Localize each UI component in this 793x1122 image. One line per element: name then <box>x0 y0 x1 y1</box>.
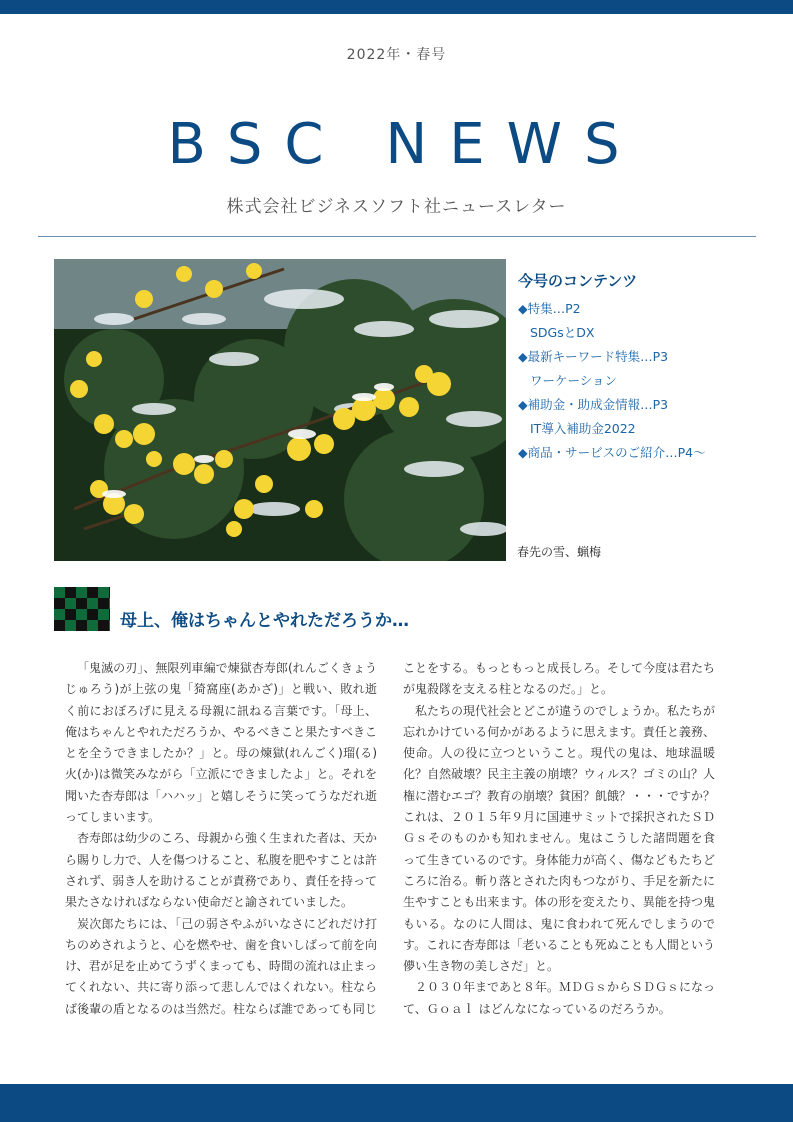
article-column-right <box>403 658 715 1020</box>
toc-title: 今号のコンテンツ <box>518 272 638 290</box>
toc-subitem-subsidy[interactable]: IT導入補助金2022 <box>530 421 636 436</box>
issue-label: 2022年・春号 <box>346 47 447 63</box>
toc-subitem-keyword[interactable]: ワーケーション <box>530 373 618 388</box>
photo-caption: 春先の雪、蝋梅 <box>517 545 602 559</box>
header-divider <box>38 236 756 237</box>
table-of-contents <box>518 270 758 465</box>
toc-item-keyword[interactable]: ◆最新キーワード特集…P3 <box>518 349 669 364</box>
article-paragraph: 私たちの現代社会とどこが違うのでしょうか。私たちが忘れかけている何かがあるように思えます。責任と義務、使命。人の役に立つということ。現代の鬼は、地球温暖化？自然破壊？民主主義の崩壊？ウィルス？ゴミの山？人権に潜むエゴ？教育の崩壊？貧困？飢餓？・・・ですか？これは、２０１５年９月に国連サミットで採択されたＳＤＧｓそのものかも知れません。鬼はこうした諸問題を食って生きているのです。身体能力が高く、傷などもたちどころに治る。斬り落とされた肉もつながり、手足を新たに生やすことも出来ます。体の形を変えたり、異能を持つ鬼もいる。なのに人間は、鬼に食われて死んでしまうのです。これに杏寿郎は「老いることも死ぬことも人間という儚い生き物の美しさだ」と。 <box>403 703 716 974</box>
article-column-left <box>65 658 377 1020</box>
article-headline: 母上、俺はちゃんとやれただろうか… <box>120 611 409 631</box>
article-paragraph-continued: ことをする。もっともっと成長しろ。そして今度は君たちが鬼殺隊を支える柱となるのだ。」と。 <box>403 661 716 697</box>
article-paragraph: ２０３０年まであと８年。ＭＤＧｓからＳＤＧｓになって、Ｇｏａｌ はどんなになっているのだろうか。 <box>403 980 716 1016</box>
top-banner-bar <box>0 0 793 14</box>
newsletter-title: BSC NEWS <box>167 112 642 177</box>
toc-subitem-feature[interactable]: SDGsとDX <box>530 325 595 340</box>
wintersweet-snow-photo <box>54 259 506 561</box>
toc-item-subsidy[interactable]: ◆補助金・助成金情報…P3 <box>518 397 669 412</box>
article-paragraph: 炭次郎たちには、「己の弱さやふがいなさにどれだけ打ちのめされようと、心を燃やせ、歯を食いしばって前を向け、君が足を止めてうずくまっても、時間の流れは止まってくれない、共に寄り添って悲しんではくれない。柱ならば後輩の盾となるのは当然だ。柱ならば誰であっても同じ <box>65 916 378 1016</box>
bottom-banner-bar <box>0 1084 793 1122</box>
newsletter-subtitle: 株式会社ビジネスソフト社ニュースレター <box>226 197 567 217</box>
checkered-pattern-icon <box>54 587 110 631</box>
toc-item-feature[interactable]: ◆特集…P2 <box>518 301 581 316</box>
toc-item-products[interactable]: ◆商品・サービスのご紹介…P4～ <box>518 445 706 460</box>
article-paragraph: 「鬼滅の刃」、無限列車編で煉獄杏寿郎(れんごくきょうじゅろう)が上弦の鬼「猗窩座(あかざ)」と戦い、敗れ逝く前におぼろげに見える母親に訊ねる言葉です。「母上、俺はちゃんとやれただろうか、やるべきこと果たすべきことを全うできましたか？」と。母の煉獄(れんごく)瑠(る)火(か)は微笑みながら「立派にできましたよ」と。それを聞いた杏寿郎は「ハハッ」と嬉しそうに笑ってうなだれ逝ってしまいます。 <box>65 661 378 825</box>
article-paragraph: 杏寿郎は幼少のころ、母親から強く生まれた者は、天から賜りし力で、人を傷つけること、私腹を肥やすことは許されず、弱き人を助けることが責務であり、責任を持って果たさなければならない使命だと諭されていました。 <box>65 831 378 910</box>
